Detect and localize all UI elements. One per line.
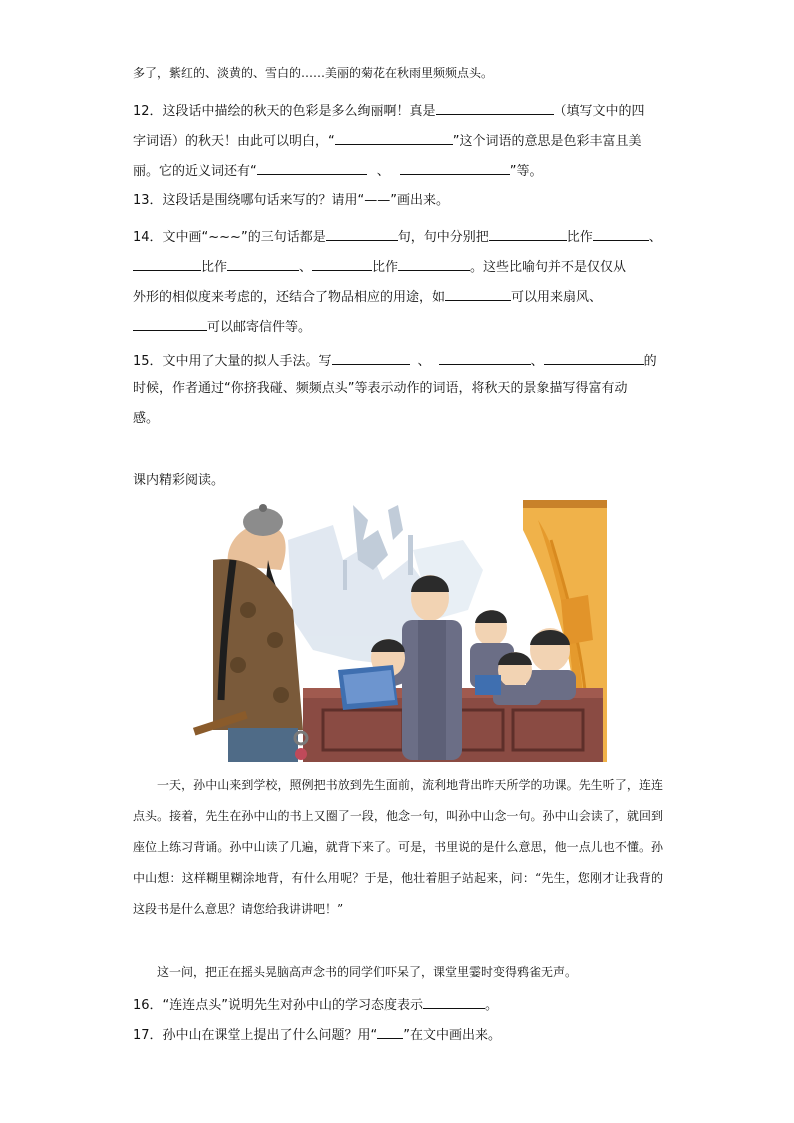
question-17: 17．孙中山在课堂上提出了什么问题？用“ ”在文中画出来。 bbox=[133, 1024, 501, 1045]
question-12-line-2: 字词语）的秋天！由此可以明白，“ ”这个词语的意思是色彩丰富且美 bbox=[133, 130, 642, 151]
answer-blank[interactable] bbox=[436, 100, 554, 115]
question-15-line-1: 15．文中用了大量的拟人手法。写 、 、 的 bbox=[133, 350, 657, 371]
section-title: 课内精彩阅读。 bbox=[133, 473, 225, 488]
question-14-line-4: 可以邮寄信件等。 bbox=[133, 316, 311, 337]
classroom-illustration bbox=[193, 500, 607, 762]
answer-blank[interactable] bbox=[257, 160, 367, 175]
answer-blank[interactable] bbox=[439, 350, 531, 365]
answer-blank[interactable] bbox=[400, 160, 510, 175]
question-12-line-3: 丽。它的近义词还有“ 、 ”等。 bbox=[133, 160, 543, 181]
answer-blank[interactable] bbox=[133, 256, 201, 271]
question-16: 16．“连连点头”说明先生对孙中山的学习态度表示 。 bbox=[133, 994, 498, 1015]
answer-blank[interactable] bbox=[227, 256, 299, 271]
question-12-line-1: 12．这段话中描绘的秋天的色彩是多么绚丽啊！真是 （填写文中的四 bbox=[133, 100, 645, 121]
question-15-line-2: 时候，作者通过“你挤我碰、频频点头”等表示动作的词语，将秋天的景象描写得富有动 bbox=[133, 381, 628, 396]
question-14-line-3: 外形的相似度来考虑的，还结合了物品相应的用途，如 可以用来扇风、 bbox=[133, 286, 602, 307]
question-15-line-3: 感。 bbox=[133, 411, 160, 426]
question-14-line-1: 14．文中画“~~~”的三句话都是 句，句中分别把 比作 、 bbox=[133, 226, 662, 247]
answer-blank[interactable] bbox=[593, 226, 649, 241]
answer-blank[interactable] bbox=[312, 256, 372, 271]
question-13: 13．这段话是围绕哪句话来写的？请用“——”画出来。 bbox=[133, 193, 450, 208]
reading-passage-paragraph-1: 一天，孙中山来到学校，照例把书放到先生面前，流利地背出昨天所学的功课。先生听了，连连点头。接着，先生在孙中山的书上又圈了一段，他念一句，叫孙中山念一句。孙中山会读了，就回到座位上练习背诵。孙中山读了几遍，就背下来了。可是，书里说的是什么意思，他一点儿也不懂。孙中山想：这样糊里糊涂地背，有什么用呢？于是，他壮着胆子站起来，问：“先生，您刚才让我背的这段书是什么意思？请您给我讲讲吧！” bbox=[133, 778, 663, 916]
answer-blank[interactable] bbox=[489, 226, 567, 241]
underline-mark bbox=[377, 1024, 403, 1039]
answer-blank[interactable] bbox=[445, 286, 511, 301]
question-14-line-2: 比作 、 比作 。这些比喻句并不是仅仅从 bbox=[133, 256, 626, 277]
answer-blank[interactable] bbox=[326, 226, 398, 241]
answer-blank[interactable] bbox=[332, 350, 410, 365]
answer-blank[interactable] bbox=[544, 350, 644, 365]
answer-blank[interactable] bbox=[398, 256, 470, 271]
answer-blank[interactable] bbox=[335, 130, 453, 145]
answer-blank[interactable] bbox=[423, 994, 485, 1009]
passage-fragment: 多了，紫红的、淡黄的、雪白的……美丽的菊花在秋雨里频频点头。 bbox=[133, 66, 494, 80]
answer-blank[interactable] bbox=[133, 316, 207, 331]
reading-passage-paragraph-2: 这一问，把正在摇头晃脑高声念书的同学们吓呆了，课堂里霎时变得鸦雀无声。 bbox=[157, 965, 578, 979]
